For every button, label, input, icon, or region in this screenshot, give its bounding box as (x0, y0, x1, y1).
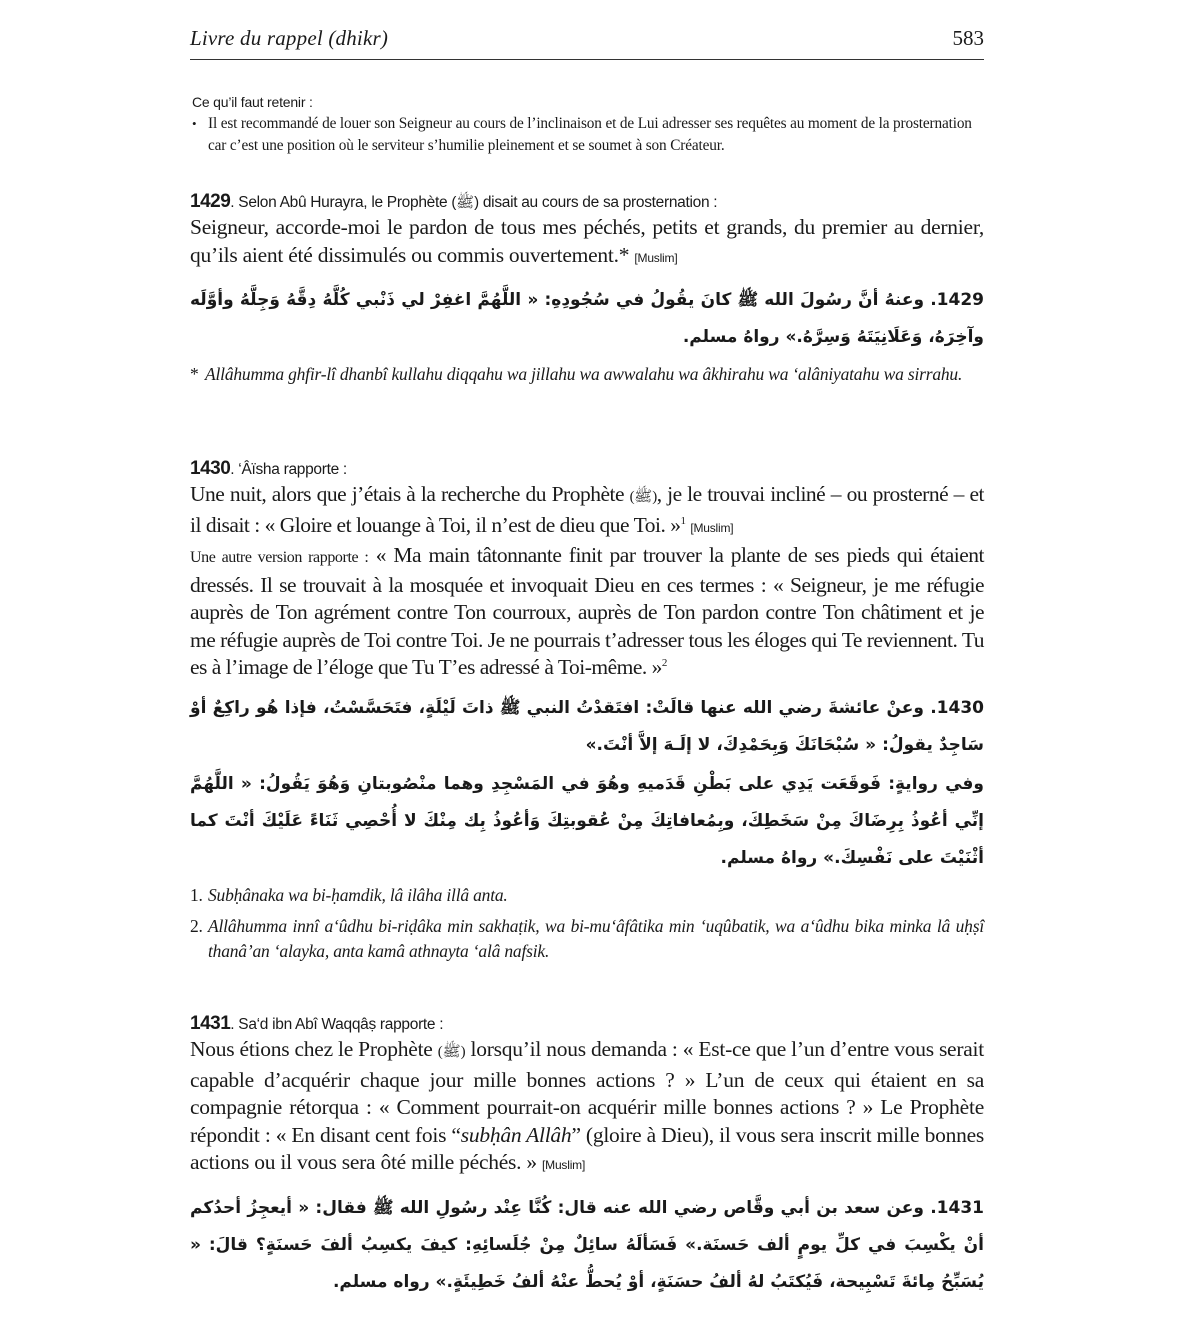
hadith-arabic: 1429. وعنهُ أنَّ رسُولَ الله ﷺ كانَ يقُولُ في سُجُودِهِ: « اللَّهُمَّ اغفِرْ لي ذَنْبي كُلَّهُ دِقَّهُ وَجِلَّهُ وأوَّلَه وآخِرَهُ، وَعَلَانِيَتَهُ وَسِرَّهُ.» رواهُ مسلم. (190, 290, 984, 347)
key-takeaways-title: Ce qu’il faut retenir : (192, 94, 313, 110)
hadith-intro: . Sa‘d ibn Abî Waqqâṣ rapporte : (230, 1016, 444, 1033)
page-number: 583 (952, 26, 984, 50)
hadith-intro-cont: disait au cours de sa prosternation : (478, 194, 718, 211)
hadith-source: [Muslim] (542, 1158, 586, 1172)
hadith-text-body: Nous étions chez le Prophète (190, 1037, 438, 1061)
hadith-1431 (190, 1013, 984, 1301)
footnote-marker: * (190, 364, 199, 384)
hadith-arabic: 1431. وعن سعد بن أبي وقَّاص رضي الله عنه قال: كُنَّا عِنْد رسُولِ الله ﷺ فقال: « أيعجِزُ أحدُكم أنْ يكْسِبَ في كلِّ يومٍ ألف حَسنَة.» فَسَألَهُ سائِلٌ مِنْ جُلَسائِهِ: كيفَ يكسِبُ ألفَ حَسنَةٍ؟ قالَ: « يُسَبِّحُ مِائةَ تَسْبِيحة، فَيُكتَبُ لهُ ألفُ حسَنَةٍ، أوْ يُحطُّ عنْهُ ألفُ خَطِيئَةٍ.» رواه مسلم. (190, 1197, 984, 1292)
hadith-heading (190, 458, 984, 481)
hadith-text (190, 481, 984, 682)
hadith-intro: . Selon Abû Hurayra, le Prophète (230, 194, 452, 211)
key-takeaway-text: Il est recommandé de louer son Seigneur au cours de l’inclinaison et de Lui adresser ses requêtes au moment de la prosternation car c’est une position où le serviteur s’humilie pleinement et se soumet à son Créateur. (208, 115, 972, 154)
hadith-1429 (190, 191, 984, 387)
note-text: Allâhumma innî a‘ûdhu bi-riḍâka min sakhaṭik, wa bi-mu‘âfâtika min ‘uqûbatik, wa a‘ûdhu bika minka lâ uḥṣî thanâ’an ‘alayka, anta kamâ athnayta ‘alâ nafsik. (208, 915, 984, 961)
note-marker: 2. (190, 915, 203, 936)
transliteration (190, 362, 984, 387)
hadith-1430 (190, 458, 984, 970)
hadith-text-body: Seigneur, accorde-moi le pardon de tous mes péchés, petits et grands, du premier au dernier, qu’ils aient été dissimulés ou commis ouvertement. (190, 215, 984, 267)
note-marker: 1. (190, 884, 203, 905)
hadith-number: 1430 (190, 458, 231, 479)
bullet-icon: • (192, 116, 197, 131)
header-rule (190, 59, 984, 60)
transliteration-note (190, 914, 984, 964)
transliteration-text: Allâhumma ghfir-lî dhanbî kullahu diqqahu wa jillahu wa awwalahu wa âkhirahu wa ‘alâniyatahu wa sirrahu. (205, 364, 963, 384)
hadith-text-body-cont: lorsqu’il nous demanda : « Est-ce que l’un d’entre vous serait capable d’acquérir chaque jour mille bonnes actions ? » L’un de ceux qui étaient en sa compagnie rétorqua : « Comment pourrait-on acquérir mille bonnes actions ? » Le Prophète répondit : « En disant cent fois “ (190, 1037, 984, 1147)
version-lead: Une autre version rapporte : (190, 549, 369, 566)
hadith-text-body-cont: , je le trouvai incliné – ou prosterné – et il disait : « Gloire et louange à Toi, il n’est de dieu que Toi. » (190, 482, 984, 537)
key-takeaways (190, 94, 984, 157)
hadith-source: [Muslim] (690, 520, 734, 535)
hadith-arabic-version: وفي روايةٍ: فَوقَعَت يَدِي على بَطْنِ قَدَميهِ وهُوَ في المَسْجِدِ وهما منْصُوبتانِ وَهُوَ يَقُولُ: « اللَّهُمَّ إنِّي أعُوذُ بِرِضَاكَ مِنْ سَخَطِكَ، وبِمُعافاتِكَ مِنْ عُقوبتِكَ وَأعُوذُ بِك مِنْكَ لا أُحْصِي ثَنَاءً عَلَيْكَ أنْتَ كما أثْنَيْتَ على نَفْسِكَ.» رواهُ مسلم. (190, 773, 984, 868)
footnote-marker: * (618, 242, 630, 267)
transliteration-notes (190, 883, 984, 964)
salutation-icon: (ﷺ) (437, 1044, 466, 1060)
hadith-text-body: Une nuit, alors que j’étais à la recherche du Prophète (190, 482, 630, 506)
hadith-text (190, 214, 984, 272)
salutation-icon: (ﷺ) (629, 489, 657, 505)
version-text: « Ma main tâtonnante finit par trouver la plante de ses pieds qui étaient dressés. Il se trouvait à la mosquée et invoquait Dieu en ces termes : « Seigneur, je me réfugie auprès de Ton agrément contre Ton courroux, auprès de Ton pardon contre Ton châtiment et je me réfugie auprès de Toi contre Toi. Je ne pourrais t’adresser tous les éloges qui Te reviennent. Tu es à l’image de l’éloge que Tu T’es adressé à Toi-même. » (190, 543, 984, 679)
running-header (190, 26, 984, 58)
hadith-heading (190, 1013, 984, 1036)
hadith-text-body-end: ” (gloire à Dieu), il vous sera inscrit mille bonnes actions ou il vous sera ôté mille péchés. » (190, 1122, 985, 1174)
hadith-text-italic: subḥân Allâh (460, 1122, 572, 1147)
hadith-number: 1431 (190, 1013, 231, 1034)
hadith-number: 1429 (190, 191, 231, 212)
hadith-source: [Muslim] (634, 250, 678, 265)
hadith-intro: . ‘Âïsha rapporte : (230, 461, 347, 478)
hadith-heading (190, 191, 984, 214)
footnote-ref: 2 (661, 656, 667, 669)
transliteration-note (190, 883, 984, 908)
note-text: Subḥânaka wa bi-ḥamdik, lâ ilâha illâ anta. (208, 884, 508, 905)
running-title: Livre du rappel (dhikr) (190, 26, 389, 50)
salutation-icon: (ﷺ) (451, 194, 479, 211)
key-takeaway-item (190, 113, 984, 157)
footnote-ref: 1 (680, 514, 686, 527)
hadith-text (190, 1036, 984, 1180)
hadith-arabic: 1430. وعنْ عائشةَ رضي الله عنها قالَتْ: افتَقدْتُ النبي ﷺ ذاتَ لَيْلَةٍ، فتَحَسَّسْتُ، فإذا هُو راكِعٌ أوْ سَاجِدٌ يقولُ: « سُبْحَانَكَ وَبِحَمْدِكَ، لا إلَـهَ إلاَّ أنْتَ.» (190, 697, 984, 755)
